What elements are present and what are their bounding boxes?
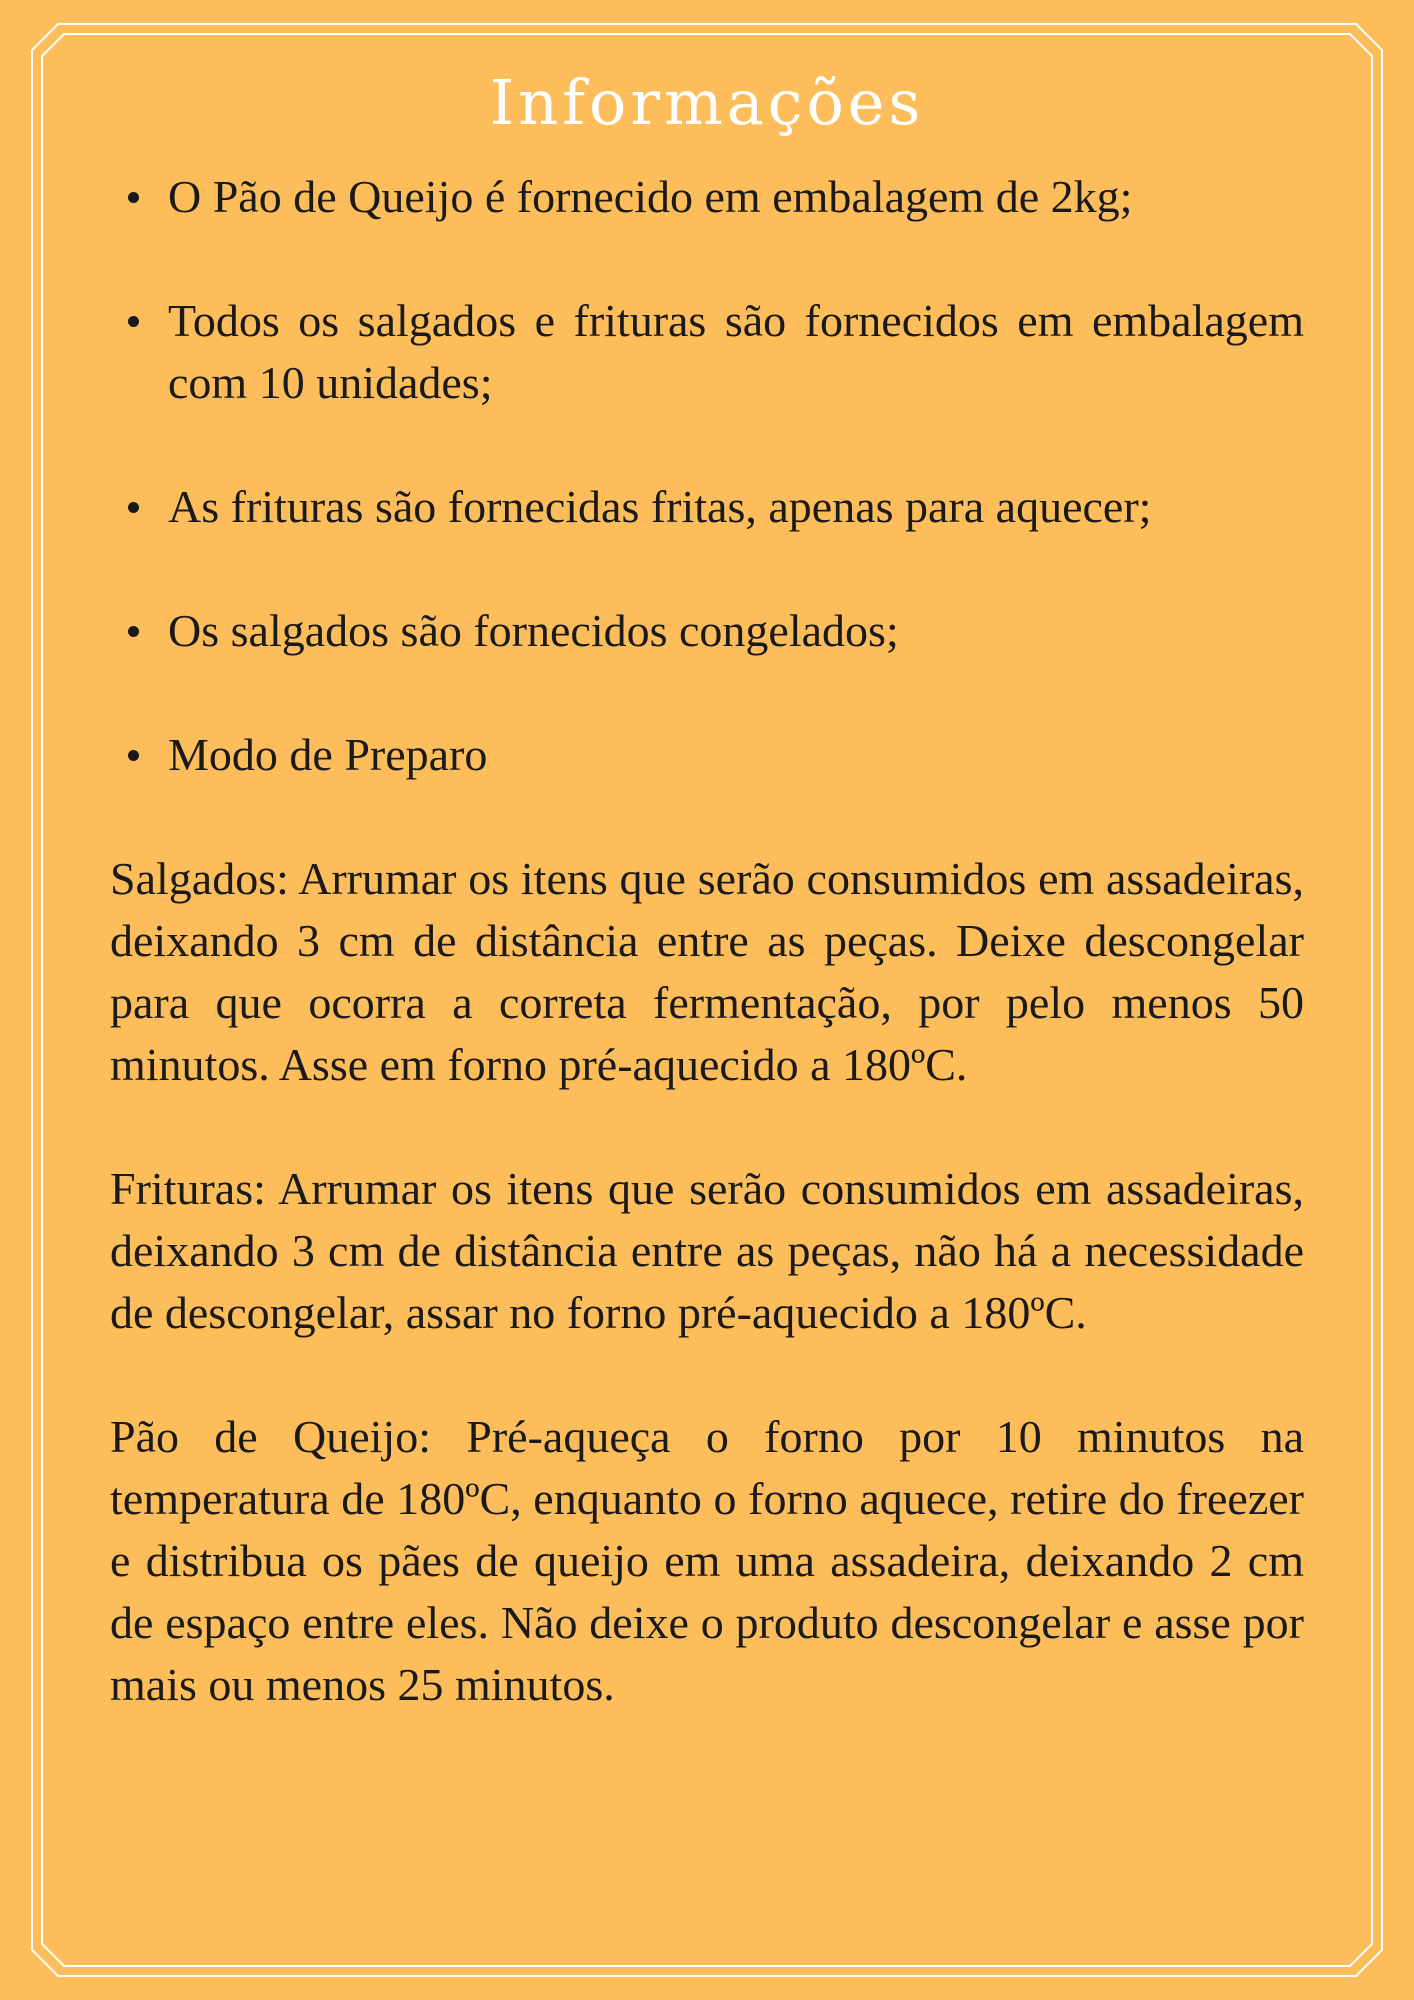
info-bullet-list: [110, 166, 1304, 786]
bullet-icon: [128, 626, 139, 637]
list-item-text: As frituras são fornecidas fritas, apenas para aquecer;: [168, 481, 1152, 532]
bullet-icon: [128, 750, 139, 761]
salgados-instructions: Salgados: Arrumar os itens que serão consumidos em assadeiras, deixando 3 cm de distância entre as peças. Deixe descongelar para que ocorra a correta fermentação, por pelo menos 50 minutos. Asse em forno pré-aquecido a 180ºC.: [110, 853, 1304, 1090]
list-item-text: Todos os salgados e frituras são fornecidos em embalagem com 10 unidades;: [168, 295, 1304, 408]
list-item: [110, 724, 1304, 786]
list-item: [110, 476, 1304, 538]
list-item: [110, 290, 1304, 414]
bullet-icon: [128, 192, 139, 203]
bullet-icon: [128, 316, 139, 327]
list-item: [110, 166, 1304, 228]
list-item-text: Modo de Preparo: [168, 729, 488, 780]
list-item: [110, 600, 1304, 662]
frituras-instructions: Frituras: Arrumar os itens que serão consumidos em assadeiras, deixando 3 cm de distância entre as peças, não há a necessidade de descongelar, assar no forno pré-aquecido a 180ºC.: [110, 1163, 1304, 1338]
page-title: Informações: [489, 66, 925, 139]
bullet-icon: [128, 502, 139, 513]
pao-de-queijo-instructions: Pão de Queijo: Pré-aqueça o forno por 10 minutos na temperatura de 180ºC, enquanto o forno aquece, retire do freezer e distribua os pães de queijo em uma assadeira, deixando 2 cm de espaço entre eles. Não deixe o produto descongelar e asse por mais ou menos 25 minutos.: [110, 1411, 1304, 1710]
list-item-text: O Pão de Queijo é fornecido em embalagem de 2kg;: [168, 171, 1133, 222]
list-item-text: Os salgados são fornecidos congelados;: [168, 605, 899, 656]
info-content: [110, 166, 1304, 1716]
